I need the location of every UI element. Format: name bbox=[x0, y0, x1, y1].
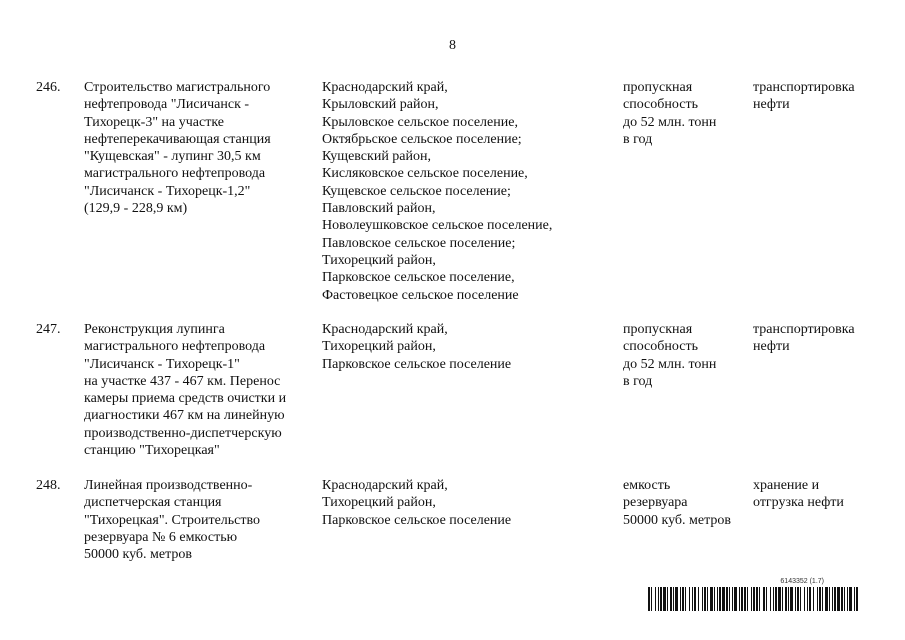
object-name: Линейная производственно- диспетчерская станция "Тихорецкая". Строительство резервуара № 6 емкостью 50000 куб. метров bbox=[84, 478, 261, 563]
barcode-bar bbox=[807, 587, 808, 611]
barcode-bar bbox=[651, 587, 652, 611]
object-purpose: транспортировка нефти bbox=[753, 322, 855, 355]
barcode-bar bbox=[804, 587, 805, 611]
barcode-bar bbox=[719, 587, 721, 611]
object-purpose: хранение и отгрузка нефти bbox=[753, 478, 844, 511]
barcode-bar bbox=[689, 587, 690, 611]
barcode-icon bbox=[648, 587, 858, 611]
barcode-bar bbox=[722, 587, 725, 611]
barcode-bar bbox=[819, 587, 821, 611]
barcode-bar bbox=[667, 587, 668, 611]
object-parameters: пропускная способность до 52 млн. тонн в год bbox=[623, 322, 717, 389]
barcode-bar bbox=[788, 587, 789, 611]
barcode-bar bbox=[809, 587, 811, 611]
barcode-bar bbox=[648, 587, 650, 611]
barcode-bar bbox=[744, 587, 746, 611]
barcode-bar bbox=[795, 587, 796, 611]
barcode-bar bbox=[673, 587, 674, 611]
object-location: Краснодарский край, Тихорецкий район, Парковское сельское поселение bbox=[322, 322, 512, 372]
barcode-bar bbox=[834, 587, 836, 611]
barcode-bar bbox=[658, 587, 659, 611]
barcode-bar bbox=[729, 587, 730, 611]
barcode-bar bbox=[710, 587, 713, 611]
barcode-bar bbox=[704, 587, 706, 611]
barcode-bar bbox=[797, 587, 799, 611]
barcode-bar bbox=[670, 587, 672, 611]
object-location: Краснодарский край, Тихорецкий район, Парковское сельское поселение bbox=[322, 478, 512, 528]
barcode-bar bbox=[763, 587, 765, 611]
barcode-bar bbox=[759, 587, 760, 611]
barcode-bar bbox=[739, 587, 740, 611]
barcode-bar bbox=[707, 587, 708, 611]
barcode-bar bbox=[800, 587, 801, 611]
barcode-bar bbox=[732, 587, 733, 611]
barcode-bar bbox=[854, 587, 855, 611]
barcode-bar bbox=[782, 587, 783, 611]
barcode-bar bbox=[734, 587, 737, 611]
barcode-bar bbox=[714, 587, 715, 611]
object-location: Краснодарский край, Крыловский район, Крыловское сельское поселение, Октябрьское сельское поселение; Кущевский район, Кисляковское сельское поселение, Кущевское сельское поселение; Павловский район, Новолеушковское сельское поселение, Павловское сельское поселение; Тихорецкий район, Парковское сельское поселение, Фастовецкое сельское поселение bbox=[322, 80, 553, 303]
object-parameters: пропускная способность до 52 млн. тонн в год bbox=[623, 80, 717, 147]
barcode-bar bbox=[856, 587, 858, 611]
barcode-bar bbox=[680, 587, 681, 611]
object-name: Реконструкция лупинга магистрального нефтепровода "Лисичанск - Тихорецк-1" на участке 437 - 467 км. Перенос камеры приема средств очистки и диагностики 467 км на линейную производственно-диспетчерскую станцию "Тихорецкая" bbox=[84, 322, 287, 459]
barcode-bar bbox=[790, 587, 793, 611]
barcode-bar bbox=[751, 587, 752, 611]
barcode-bar bbox=[770, 587, 771, 611]
row-number: 246. bbox=[36, 80, 61, 95]
barcode-bar bbox=[741, 587, 743, 611]
barcode-bar bbox=[702, 587, 703, 611]
barcode-bar bbox=[694, 587, 696, 611]
barcode-bar bbox=[675, 587, 678, 611]
barcode-bar bbox=[825, 587, 828, 611]
document-barcode bbox=[648, 578, 858, 614]
barcode-bar bbox=[753, 587, 755, 611]
page-number: 8 bbox=[449, 38, 456, 53]
object-parameters: емкость резервуара 50000 куб. метров bbox=[623, 478, 732, 528]
barcode-bar bbox=[766, 587, 767, 611]
barcode-bar bbox=[663, 587, 666, 611]
barcode-bar bbox=[778, 587, 781, 611]
barcode-bar bbox=[775, 587, 777, 611]
object-name: Строительство магистрального нефтепровода "Лисичанск - Тихорецк-3" на участке нефтеперекачивающая станция "Кущевская" - лупинг 30,5 км магистрального нефтепровода "Лисичанск - Тихорецк-1,2" (129,9 - 228,9 км) bbox=[84, 80, 271, 217]
barcode-bar bbox=[773, 587, 774, 611]
barcode-bar bbox=[837, 587, 840, 611]
barcode-bar bbox=[813, 587, 814, 611]
object-purpose: транспортировка нефти bbox=[753, 80, 855, 113]
barcode-bar bbox=[747, 587, 748, 611]
barcode-bar bbox=[717, 587, 718, 611]
barcode-bar bbox=[849, 587, 852, 611]
barcode-bar bbox=[682, 587, 684, 611]
barcode-bar bbox=[692, 587, 693, 611]
barcode-bar bbox=[844, 587, 845, 611]
barcode-bar bbox=[847, 587, 848, 611]
barcode-bar bbox=[756, 587, 758, 611]
row-number: 247. bbox=[36, 322, 61, 337]
barcode-bar bbox=[726, 587, 728, 611]
barcode-bar bbox=[698, 587, 699, 611]
barcode-bar bbox=[660, 587, 662, 611]
barcode-bar bbox=[817, 587, 818, 611]
barcode-bar bbox=[685, 587, 686, 611]
barcode-bar bbox=[829, 587, 830, 611]
row-number: 248. bbox=[36, 478, 61, 493]
barcode-bar bbox=[841, 587, 843, 611]
barcode-bar bbox=[822, 587, 823, 611]
barcode-caption: 6143352 (1.7) bbox=[780, 578, 824, 585]
barcode-bar bbox=[785, 587, 787, 611]
barcode-bar bbox=[655, 587, 656, 611]
barcode-bar bbox=[832, 587, 833, 611]
